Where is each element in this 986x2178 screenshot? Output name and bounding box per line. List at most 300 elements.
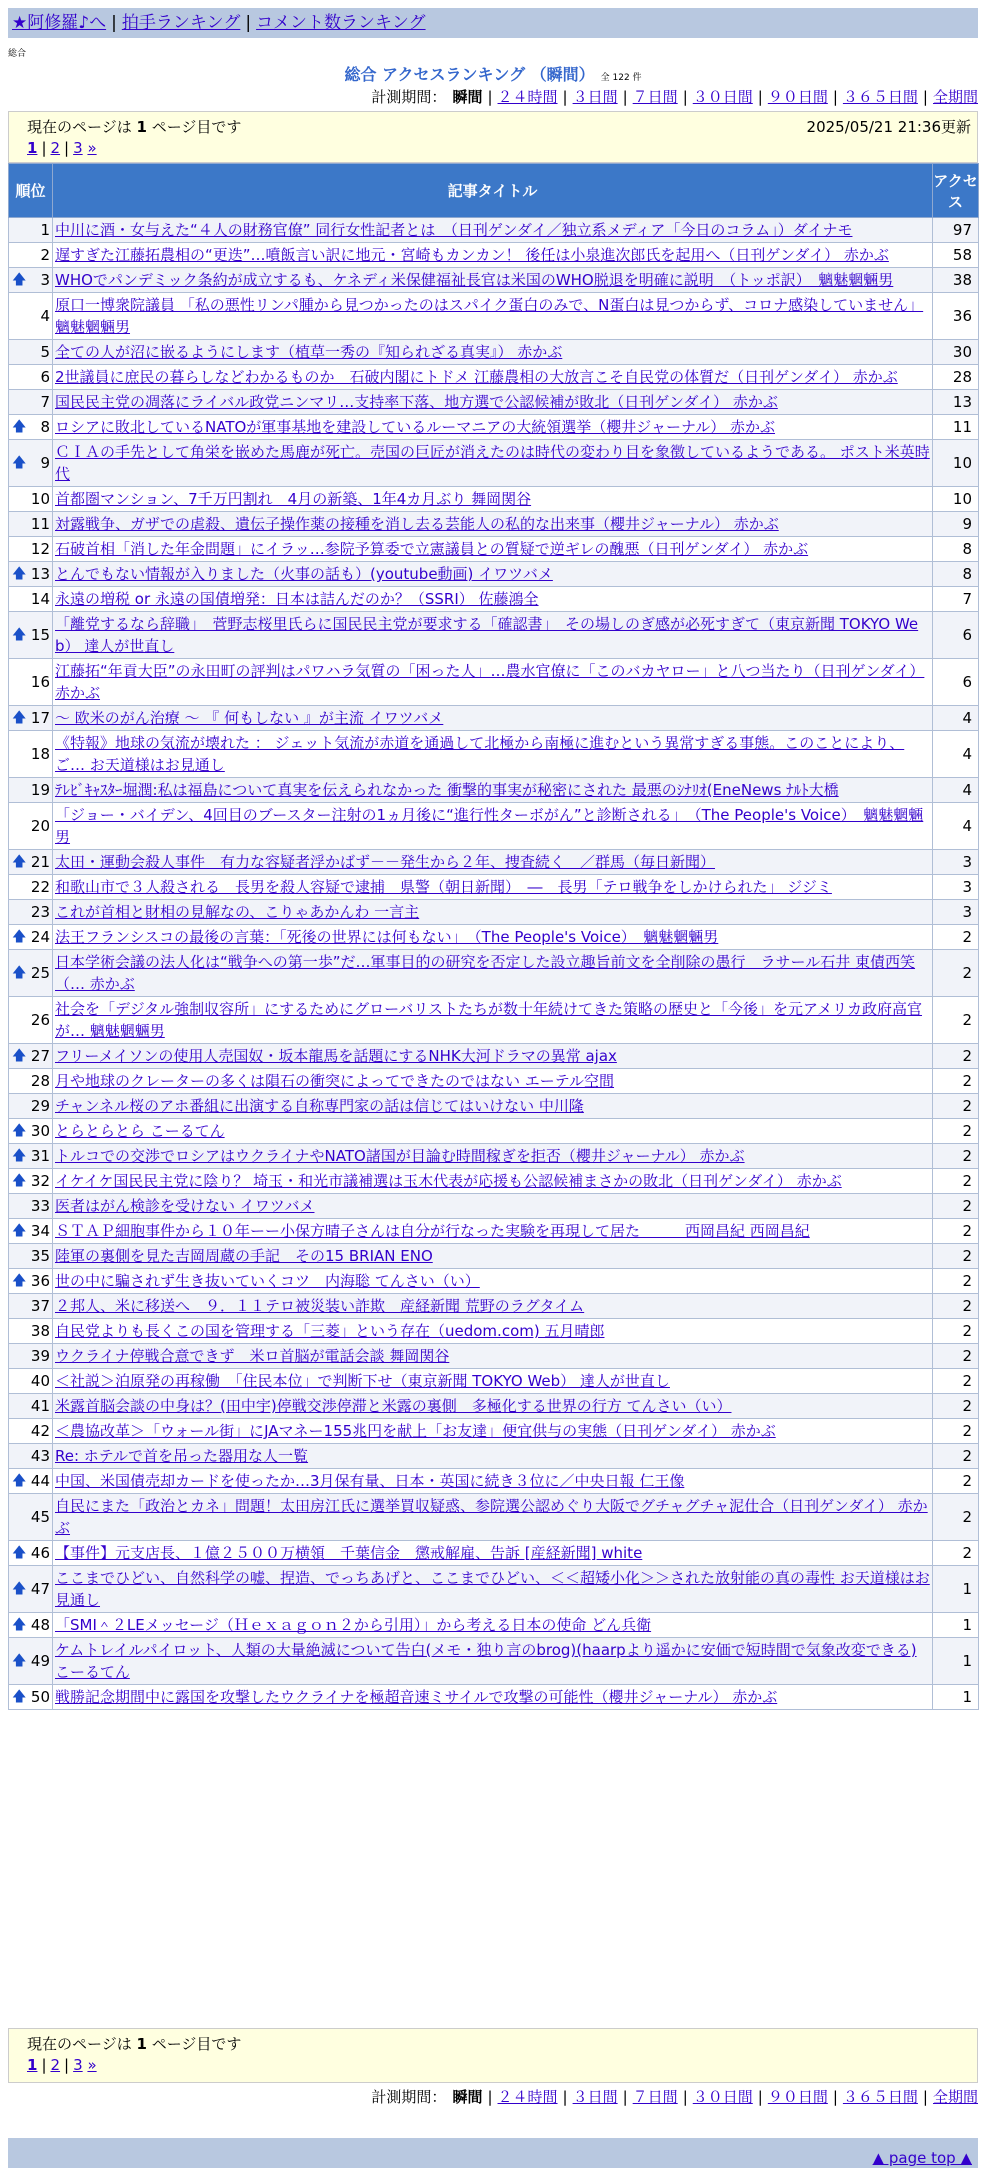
table-row <box>9 415 979 440</box>
rank-cell <box>9 1119 53 1144</box>
article-link[interactable]: ＣＩＡの手先として角栄を嵌めた馬鹿が死亡。売国の巨匠が消えたのは時代の変わり目を象徴しているようである。 ポスト米英時代 <box>55 443 930 483</box>
table-row <box>9 1566 979 1613</box>
access-count: 2 <box>933 1469 979 1494</box>
article-link[interactable]: 和歌山市で３人殺される 長男を殺人容疑で逮捕 県警（朝日新聞） ― 長男「テロ戦争をしかけられた」 ジジミ <box>55 878 832 896</box>
rank-number: 24 <box>30 928 50 946</box>
period-link-0[interactable]: ２４時間 <box>497 88 558 106</box>
article-link[interactable]: 戦勝記念期間中に露国を攻撃したウクライナを極超音速ミサイルで攻撃の可能性（櫻井ジャーナル） 赤かぶ <box>55 1688 778 1706</box>
table-row <box>9 268 979 293</box>
rank-cell <box>9 1269 53 1294</box>
page-link-3[interactable]: 3 <box>73 2056 83 2074</box>
article-link[interactable]: 自民党よりも長くこの国を管理する「三菱」という存在（uedom.com) 五月晴郎 <box>55 1322 605 1340</box>
rank-cell <box>9 1244 53 1269</box>
rank-number: 49 <box>30 1652 50 1670</box>
article-link[interactable]: とんでもない情報が入りました（火事の話も）(youtube動画) イワツバメ <box>55 565 553 583</box>
rank-number: 46 <box>30 1544 50 1562</box>
access-count: 1 <box>933 1638 979 1685</box>
table-row <box>9 1444 979 1469</box>
table-row <box>9 1613 979 1638</box>
title-cell <box>53 1244 933 1269</box>
rank-up-icon: 🡅 <box>12 1273 27 1289</box>
rank-number: 38 <box>30 1322 50 1340</box>
article-link[interactable]: ＜社説＞泊原発の再稼働 「住民本位」で判断下せ（東京新聞 TOKYO Web） 達人が世直し <box>55 1372 670 1390</box>
period-separator: | <box>487 88 493 106</box>
title-cell <box>53 243 933 268</box>
rank-number: 3 <box>40 271 50 289</box>
table-row <box>9 1419 979 1444</box>
access-count: 11 <box>933 415 979 440</box>
rank-number: 8 <box>40 418 50 436</box>
period-link-0[interactable]: ２４時間 <box>497 2088 558 2106</box>
article-link[interactable]: これが首相と財相の見解なの、こりゃあかんわ 一言主 <box>55 903 420 921</box>
access-count: 4 <box>933 731 979 778</box>
period-link-2[interactable]: ７日間 <box>632 2088 678 2106</box>
title-cell <box>53 1044 933 1069</box>
access-count: 2 <box>933 1494 979 1541</box>
period-link-3[interactable]: ３０日間 <box>692 88 753 106</box>
nav-separator: | <box>111 13 117 33</box>
rank-number: 22 <box>30 878 50 896</box>
table-row <box>9 1541 979 1566</box>
article-link[interactable]: 月や地球のクレーターの多くは隕石の衝突によってできたのではない エーテル空間 <box>55 1072 615 1090</box>
rank-cell <box>9 1494 53 1541</box>
title-cell <box>53 587 933 612</box>
article-link[interactable]: トルコでの交渉でロシアはウクライナやNATO諸国が目論む時間稼ぎを拒否（櫻井ジャーナル） 赤かぶ <box>55 1147 745 1165</box>
rank-number: 50 <box>30 1688 50 1706</box>
title-cell <box>53 1419 933 1444</box>
title-cell <box>53 1144 933 1169</box>
nav-separator: | <box>245 13 252 33</box>
table-row <box>9 778 979 803</box>
title-cell <box>53 1566 933 1613</box>
title-cell <box>53 612 933 659</box>
article-link[interactable]: 遅すぎた江藤拓農相の“更迭”…噴飯言い訳に地元・宮崎もカンカン！ 後任は小泉進次郎氏を起用へ（日刊ゲンダイ） 赤かぶ <box>55 246 889 264</box>
article-link[interactable]: 社会を「デジタル強制収容所」にするためにグローバリストたちが数十年続けてきた策略の歴史と「今後」を元アメリカ政府高官が… 魑魅魍魎男 <box>55 1000 923 1040</box>
title-cell <box>53 562 933 587</box>
rank-number: 48 <box>30 1616 50 1634</box>
title-cell <box>53 1269 933 1294</box>
rank-up-icon: 🡅 <box>12 1581 27 1597</box>
access-count: 2 <box>933 1044 979 1069</box>
table-row <box>9 440 979 487</box>
rank-number: 4 <box>40 307 50 325</box>
page-link-1[interactable]: 1 <box>27 2056 38 2074</box>
updated-timestamp: 2025/05/21 21:36更新 <box>806 118 971 136</box>
title-cell <box>53 268 933 293</box>
title-cell <box>53 850 933 875</box>
access-count: 2 <box>933 1419 979 1444</box>
rank-cell <box>9 390 53 415</box>
title-cell <box>53 537 933 562</box>
rank-up-icon: 🡅 <box>12 1123 27 1139</box>
rank-number: 17 <box>30 709 50 727</box>
rank-number: 23 <box>30 903 50 921</box>
title-cell <box>53 1469 933 1494</box>
access-count: 1 <box>933 1613 979 1638</box>
article-link[interactable]: 対露戦争、ガザでの虐殺、遺伝子操作薬の接種を消し去る芸能人の私的な出来事（櫻井ジャーナル） 赤かぶ <box>55 515 779 533</box>
article-link[interactable]: 永遠の増税 or 永遠の国債増発：日本は詰んだのか？（SSRI） 佐藤鴻全 <box>55 590 539 608</box>
title-cell <box>53 1613 933 1638</box>
rank-number: 27 <box>30 1047 50 1065</box>
access-count: 6 <box>933 612 979 659</box>
title-cell <box>53 1069 933 1094</box>
rank-number: 5 <box>40 343 50 361</box>
period-label: 計測期間： <box>371 2088 447 2106</box>
table-row <box>9 706 979 731</box>
article-link[interactable]: 医者はがん検診を受けない イワツバメ <box>55 1197 315 1215</box>
rank-number: 43 <box>30 1447 50 1465</box>
rank-cell <box>9 243 53 268</box>
access-count: 2 <box>933 1294 979 1319</box>
table-row <box>9 390 979 415</box>
period-nav-bottom <box>371 2086 978 2107</box>
title-cell <box>53 731 933 778</box>
article-link[interactable]: 中川に酒・女与えた“４人の財務官僚” 同行女性記者とは （日刊ゲンダイ／独立系メディア「今日のコラム」）ダイナモ <box>55 221 853 239</box>
access-count: 4 <box>933 706 979 731</box>
title-cell <box>53 997 933 1044</box>
rank-number: 14 <box>30 590 50 608</box>
article-link[interactable]: 「ジョー・バイデン、4回目のブースター注射の1ヵ月後に“進行性ターボがん”と診断される」 （The People's Voice） 魑魅魍魎男 <box>55 806 924 846</box>
article-link[interactable]: 太田・運動会殺人事件 有力な容疑者浮かばず－－発生から２年、捜査続く ／群馬（毎日新聞） <box>55 853 716 871</box>
article-link[interactable]: WHOでパンデミック条約が成立するも、ケネディ米保健福祉長官は米国のWHO脱退を明確に説明 （トッポ訳） 魑魅魍魎男 <box>55 271 894 289</box>
page-info-bottom <box>8 2028 978 2083</box>
title-cell <box>53 1319 933 1344</box>
title-cell <box>53 875 933 900</box>
table-row <box>9 1169 979 1194</box>
title-cell <box>53 512 933 537</box>
rank-number: 30 <box>30 1122 50 1140</box>
rank-cell <box>9 925 53 950</box>
page-separator: | <box>41 2056 47 2074</box>
period-link-5[interactable]: ３６５日間 <box>842 88 918 106</box>
page-separator: | <box>64 139 70 157</box>
rank-cell <box>9 875 53 900</box>
table-row <box>9 731 979 778</box>
article-link[interactable]: 陸軍の裏側を見た吉岡周蔵の手記 その15 BRIAN ENO <box>55 1247 433 1265</box>
table-row <box>9 803 979 850</box>
table-row <box>9 340 979 365</box>
title-cell <box>53 659 933 706</box>
rank-up-icon: 🡅 <box>12 929 27 945</box>
rank-up-icon: 🡅 <box>12 1689 27 1705</box>
table-row <box>9 1219 979 1244</box>
rank-cell <box>9 218 53 243</box>
rank-cell <box>9 1394 53 1419</box>
rank-up-icon: 🡅 <box>12 1545 27 1561</box>
period-link-4[interactable]: ９０日間 <box>767 88 828 106</box>
title-cell <box>53 218 933 243</box>
title-cell <box>53 1219 933 1244</box>
article-link[interactable]: ２邦人、米に移送へ ９．１１テロ被災装い詐欺 産経新聞 荒野のラグタイム <box>55 1297 585 1315</box>
rank-up-icon: 🡅 <box>12 1048 27 1064</box>
rank-number: 18 <box>30 745 50 763</box>
page-link-3[interactable]: 3 <box>73 139 83 157</box>
rank-up-icon: 🡅 <box>12 419 27 435</box>
article-link[interactable]: 原口一博衆院議員 「私の悪性リンパ腫から見つかったのはスパイク蛋白のみで、N蛋白は見つからず、コロナ感染していません」 魑魅魍魎男 <box>55 296 924 336</box>
article-link[interactable]: 石破首相「消した年金問題」にイラッ…参院予算委で立憲議員との質疑で逆ギレの醜悪（日刊ゲンダイ） 赤かぶ <box>55 540 809 558</box>
rank-cell <box>9 1566 53 1613</box>
ranking-table <box>8 163 979 1710</box>
article-link[interactable]: 国民民主党の凋落にライバル政党ニンマリ…支持率下落、地方選で公認候補が敗北（日刊ゲンダイ） 赤かぶ <box>55 393 778 411</box>
article-link[interactable]: 【事件】元支店長、１億２５００万横領 千葉信金 懲戒解雇、告訴 [産経新聞] white <box>55 1544 643 1562</box>
table-row <box>9 875 979 900</box>
rank-cell <box>9 440 53 487</box>
access-count: 2 <box>933 1244 979 1269</box>
table-row <box>9 1269 979 1294</box>
rank-cell <box>9 1169 53 1194</box>
rank-cell <box>9 293 53 340</box>
rank-number: 45 <box>30 1508 50 1526</box>
rank-number: 2 <box>40 246 50 264</box>
access-count: 2 <box>933 1394 979 1419</box>
table-row <box>9 1638 979 1685</box>
period-separator: | <box>562 2088 568 2106</box>
title-cell <box>53 1294 933 1319</box>
access-count: 3 <box>933 850 979 875</box>
rank-cell <box>9 365 53 390</box>
rank-cell <box>9 1369 53 1394</box>
page-link-2[interactable]: 2 <box>50 2056 61 2074</box>
access-count: 3 <box>933 875 979 900</box>
rank-cell <box>9 778 53 803</box>
title-cell <box>53 1394 933 1419</box>
rank-number: 11 <box>30 515 50 533</box>
article-link[interactable]: 全ての人が沼に嵌るようにします（植草一秀の『知られざる真実』） 赤かぶ <box>55 343 563 361</box>
title-header: 記事タイトル <box>53 164 933 218</box>
access-count: 2 <box>933 1444 979 1469</box>
rank-cell <box>9 415 53 440</box>
rank-number: 37 <box>30 1297 50 1315</box>
rank-cell <box>9 1094 53 1119</box>
article-link[interactable]: ロシアに敗北しているNATOが軍事基地を建設しているルーマニアの大統領選挙（櫻井ジャーナル） 赤かぶ <box>55 418 776 436</box>
table-row <box>9 900 979 925</box>
article-link[interactable]: ここまでひどい、自然科学の嘘、捏造、でっちあげと、ここまでひどい、＜＜超矮小化＞＞された放射能の真の毒性 お天道様はお見通し <box>55 1569 930 1609</box>
rank-cell <box>9 1044 53 1069</box>
article-link[interactable]: 法王フランシスコの最後の言葉：「死後の世界には何もない」 （The People's Voice） 魑魅魍魎男 <box>55 928 719 946</box>
access-count: 8 <box>933 537 979 562</box>
rank-cell <box>9 1194 53 1219</box>
period-separator: | <box>622 88 628 106</box>
rank-number: 47 <box>30 1580 50 1598</box>
title-cell <box>53 1541 933 1566</box>
rank-up-icon: 🡅 <box>12 1173 27 1189</box>
rank-number: 34 <box>30 1222 50 1240</box>
rank-number: 12 <box>30 540 50 558</box>
access-count: 2 <box>933 1169 979 1194</box>
period-separator: | <box>832 2088 838 2106</box>
access-count: 38 <box>933 268 979 293</box>
title-cell <box>53 1685 933 1710</box>
title-cell <box>53 1194 933 1219</box>
next-page-link[interactable]: » <box>87 139 97 157</box>
access-count: 2 <box>933 950 979 997</box>
article-link[interactable]: チャンネル桜のアホ番組に出演する自称専門家の話は信じてはいけない 中川隆 <box>55 1097 584 1115</box>
table-row <box>9 365 979 390</box>
rank-up-icon: 🡅 <box>12 1617 27 1633</box>
rank-cell <box>9 268 53 293</box>
rank-cell <box>9 512 53 537</box>
table-row <box>9 537 979 562</box>
pagination-top <box>27 139 97 157</box>
period-separator: | <box>922 88 928 106</box>
home-link[interactable]: ★阿修羅♪へ <box>12 13 107 33</box>
page-title-text: 総合 アクセスランキング （瞬間） <box>344 65 595 84</box>
access-count: 2 <box>933 1319 979 1344</box>
article-link[interactable]: イケイケ国民民主党に陰り？ 埼玉・和光市議補選は玉木代表が応援も公認候補まさかの敗北（日刊ゲンダイ） 赤かぶ <box>55 1172 842 1190</box>
rank-up-icon: 🡅 <box>12 1223 27 1239</box>
rank-up-icon: 🡅 <box>12 854 27 870</box>
clap-ranking-link[interactable]: 拍手ランキング <box>121 13 241 33</box>
title-cell <box>53 950 933 997</box>
article-link[interactable]: Re: ホテルで首を吊った器用な人一覧 <box>55 1447 309 1465</box>
rank-number: 10 <box>30 490 50 508</box>
article-link[interactable]: 「SMI＾２LEメッセージ（Ｈｅｘａｇｏｎ２から引用）」から考える日本の使命 どん兵衛 <box>55 1616 652 1634</box>
period-separator: | <box>487 2088 493 2106</box>
rank-cell <box>9 659 53 706</box>
page-top-link[interactable]: ▲ page top ▲ <box>872 2149 972 2167</box>
rank-number: 7 <box>40 393 50 411</box>
table-row <box>9 1069 979 1094</box>
article-link[interactable]: 世の中に騙されず生き抜いていくコツ 内海聡 てんさい（い） <box>55 1272 480 1290</box>
rank-number: 13 <box>30 565 50 583</box>
rank-cell <box>9 537 53 562</box>
access-count: 2 <box>933 1369 979 1394</box>
article-link[interactable]: 中国、米国債売却カードを使ったか…3月保有量、日本・英国に続き３位に／中央日報 仁王像 <box>55 1472 685 1490</box>
rank-cell <box>9 997 53 1044</box>
page-separator: | <box>64 2056 70 2074</box>
article-link[interactable]: ケムトレイルパイロット、人類の大量絶滅について告白(メモ・独り言のbrog)(haarpより遥かに安価で短時間で気象改変できる) こーるてん <box>55 1641 917 1681</box>
article-link[interactable]: ＜農協改革＞「ウォール街」にJAマネー155兆円を献上「お友達」便宜供与の実態（日刊ゲンダイ） 赤かぶ <box>55 1422 776 1440</box>
access-count: 28 <box>933 365 979 390</box>
rank-cell <box>9 1344 53 1369</box>
access-count: 7 <box>933 587 979 612</box>
access-count: 30 <box>933 340 979 365</box>
rank-number: 6 <box>40 368 50 386</box>
rank-header: 順位 <box>9 164 53 218</box>
period-separator: | <box>682 2088 688 2106</box>
comment-ranking-link[interactable]: コメント数ランキング <box>256 13 426 33</box>
access-count: 2 <box>933 1144 979 1169</box>
rank-cell <box>9 612 53 659</box>
access-count: 6 <box>933 659 979 706</box>
article-link[interactable]: 《特報》地球の気流が壊れた ： ジェット気流が赤道を通過して北極から南極に進むという異常すぎる事態。このことにより、ご… お天道様はお見通し <box>55 734 905 774</box>
period-separator: | <box>562 88 568 106</box>
period-link-6[interactable]: 全期間 <box>932 2088 978 2106</box>
current-page-text: 現在のページは 1 ページ目です <box>27 2035 242 2053</box>
rank-cell <box>9 1469 53 1494</box>
article-link[interactable]: 「離党するなら辞職」 菅野志桜里氏らに国民民主党が要求する「確認書」 その場しのぎ感が必死すぎて（東京新聞 TOKYO Web） 達人が世直し <box>55 615 919 655</box>
article-link[interactable]: とらとらとら こーるてん <box>55 1122 225 1140</box>
rank-number: 1 <box>40 221 50 239</box>
rank-number: 15 <box>30 626 50 644</box>
period-link-2[interactable]: ７日間 <box>632 88 678 106</box>
rank-number: 36 <box>30 1272 50 1290</box>
rank-number: 16 <box>30 673 50 691</box>
title-cell <box>53 803 933 850</box>
article-link[interactable]: ﾃﾚﾋﾞｷｬｽﾀｰ堀潤:私は福島について真実を伝えられなかった 衝撃的事実が秘密にされた 最悪のｼﾅﾘｵ(EneNews ﾅﾙﾄ大橋 <box>55 781 839 799</box>
access-count: 2 <box>933 997 979 1044</box>
table-row <box>9 925 979 950</box>
rank-number: 40 <box>30 1372 50 1390</box>
title-cell <box>53 1119 933 1144</box>
rank-number: 44 <box>30 1472 50 1490</box>
title-cell <box>53 340 933 365</box>
table-row <box>9 1685 979 1710</box>
table-row <box>9 1469 979 1494</box>
rank-number: 39 <box>30 1347 50 1365</box>
access-count: 10 <box>933 440 979 487</box>
pagination-bottom <box>27 2056 97 2074</box>
table-row <box>9 1044 979 1069</box>
item-count: 全 122 件 <box>600 73 642 83</box>
period-link-5[interactable]: ３６５日間 <box>842 2088 918 2106</box>
rank-cell <box>9 1319 53 1344</box>
table-row <box>9 243 979 268</box>
rank-number: 35 <box>30 1247 50 1265</box>
article-link[interactable]: 自民にまた「政治とカネ」問題！太田房江氏に選挙買収疑惑、参院選公認めぐり大阪でグチャグチャ泥仕合（日刊ゲンダイ） 赤かぶ <box>55 1497 928 1537</box>
article-link[interactable]: 米露首脳会談の中身は？(田中宇)停戦交渉停滞と米露の裏側 多極化する世界の行方 てんさい（い） <box>55 1397 732 1415</box>
article-link[interactable]: 日本学術会議の法人化は“戦争への第一歩”だ…軍事目的の研究を否定した設立趣旨前文を全削除の愚行 ラサール石井 東債西笑（… 赤かぶ <box>55 953 916 993</box>
access-count: 10 <box>933 487 979 512</box>
page-link-1[interactable]: 1 <box>27 139 38 157</box>
title-cell <box>53 778 933 803</box>
table-row <box>9 1394 979 1419</box>
rank-cell <box>9 1219 53 1244</box>
title-cell <box>53 440 933 487</box>
access-count: 9 <box>933 512 979 537</box>
rank-up-icon: 🡅 <box>12 965 27 981</box>
table-row <box>9 850 979 875</box>
access-count: 2 <box>933 1541 979 1566</box>
table-row <box>9 487 979 512</box>
period-link-1[interactable]: ３日間 <box>572 88 618 106</box>
page-link-2[interactable]: 2 <box>50 139 61 157</box>
article-link[interactable]: 首都圏マンション、7千万円割れ 4月の新築、1年4カ月ぶり 舞岡関谷 <box>55 490 532 508</box>
article-link[interactable]: 2世議員に庶民の暮らしなどわかるものか 石破内閣にトドメ 江藤農相の大放言こそ自民党の体質だ（日刊ゲンダイ） 赤かぶ <box>55 368 898 386</box>
period-separator: | <box>622 2088 628 2106</box>
title-cell <box>53 390 933 415</box>
rank-cell <box>9 487 53 512</box>
period-current: 瞬間 <box>452 88 483 106</box>
access-count: 2 <box>933 1219 979 1244</box>
rank-number: 29 <box>30 1097 50 1115</box>
current-page-text: 現在のページは 1 ページ目です <box>27 118 242 136</box>
rank-cell <box>9 1419 53 1444</box>
period-link-3[interactable]: ３０日間 <box>692 2088 753 2106</box>
table-row <box>9 1494 979 1541</box>
rank-number: 26 <box>30 1011 50 1029</box>
table-row <box>9 1119 979 1144</box>
period-link-1[interactable]: ３日間 <box>572 2088 618 2106</box>
rank-up-icon: 🡅 <box>12 1653 27 1669</box>
access-count: 2 <box>933 1094 979 1119</box>
article-link[interactable]: ウクライナ停戦合意できず 米ロ首脳が電話会談 舞岡関谷 <box>55 1347 450 1365</box>
period-link-4[interactable]: ９０日間 <box>767 2088 828 2106</box>
title-cell <box>53 1494 933 1541</box>
access-count: 4 <box>933 803 979 850</box>
table-row <box>9 293 979 340</box>
rank-cell <box>9 1638 53 1685</box>
article-link[interactable]: 江藤拓“年貢大臣”の永田町の評判はパワハラ気質の「困った人」…農水官僚に「このバカヤロー」と八つ当たり（日刊ゲンダイ） 赤かぶ <box>55 662 925 702</box>
article-link[interactable]: フリーメイソンの使用人売国奴・坂本龍馬を話題にするNHK大河ドラマの異常 ajax <box>55 1047 617 1065</box>
article-link[interactable]: ～ 欧米のがん治療 ～ 『 何もしない 』が主流 イワツバメ <box>55 709 444 727</box>
table-row <box>9 1094 979 1119</box>
rank-number: 41 <box>30 1397 50 1415</box>
rank-cell <box>9 1613 53 1638</box>
period-link-6[interactable]: 全期間 <box>932 88 978 106</box>
next-page-link[interactable]: » <box>87 2056 97 2074</box>
article-link[interactable]: ＳＴＡＰ細胞事件から１０年ーー小保方晴子さんは自分が行なった実験を再現して居た 西岡昌紀 西岡昌紀 <box>55 1222 810 1240</box>
